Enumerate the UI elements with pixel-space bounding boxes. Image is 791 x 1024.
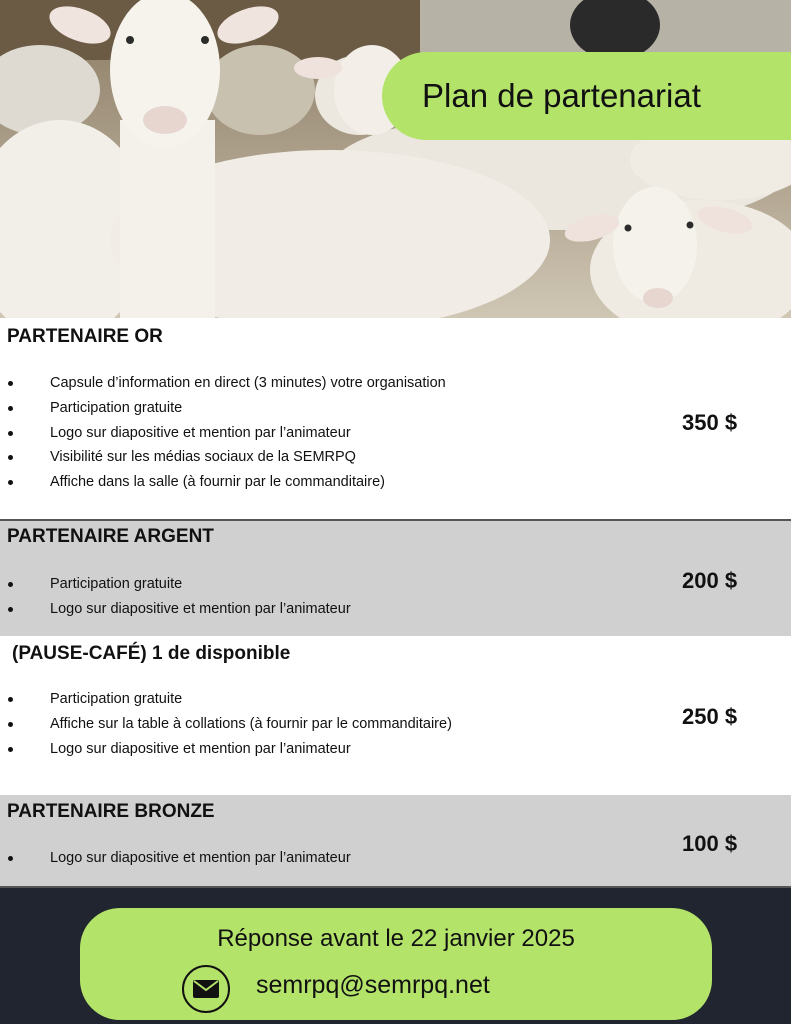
tier-title: PARTENAIRE ARGENT xyxy=(7,526,214,547)
tier-title: PARTENAIRE BRONZE xyxy=(7,801,215,822)
email-link[interactable]: semrpq@semrpq.net xyxy=(256,971,490,999)
hero-photo xyxy=(0,0,791,318)
tier-price: 200 $ xyxy=(682,568,738,593)
tier-price: 100 $ xyxy=(682,831,738,856)
list-item: Participation gratuite xyxy=(0,687,452,712)
feature-list xyxy=(0,572,351,622)
list-item: Capsule d’information en direct (3 minutes) votre organisation xyxy=(0,371,446,396)
list-item: Affiche dans la salle (à fournir par le commanditaire) xyxy=(0,470,446,495)
list-item: Logo sur diapositive et mention par l’animateur xyxy=(0,737,452,762)
list-item: Participation gratuite xyxy=(0,572,351,597)
list-item: Affiche sur la table à collations (à fournir par le commanditaire) xyxy=(0,712,452,737)
list-item: Participation gratuite xyxy=(0,396,446,421)
tier-title: (PAUSE-CAFÉ) 1 de disponible xyxy=(12,643,291,664)
list-item: Logo sur diapositive et mention par l’animateur xyxy=(0,421,446,446)
tier-price: 350 $ xyxy=(682,410,738,435)
list-item: Logo sur diapositive et mention par l’animateur xyxy=(0,846,351,871)
tier-title: PARTENAIRE OR xyxy=(7,326,163,347)
tier-argent xyxy=(0,521,791,636)
tier-bronze xyxy=(0,795,791,886)
tier-price: 250 $ xyxy=(682,704,738,729)
feature-list xyxy=(0,687,452,761)
tier-pause-cafe xyxy=(0,636,791,795)
page-title: Plan de partenariat xyxy=(382,52,791,140)
deadline-text: Réponse avant le 22 janvier 2025 xyxy=(217,925,575,952)
list-item: Logo sur diapositive et mention par l’animateur xyxy=(0,597,351,622)
envelope-icon xyxy=(182,965,230,1013)
list-item: Visibilité sur les médias sociaux de la SEMRPQ xyxy=(0,445,446,470)
feature-list xyxy=(0,371,446,495)
feature-list xyxy=(0,846,351,871)
tier-or xyxy=(0,318,791,520)
